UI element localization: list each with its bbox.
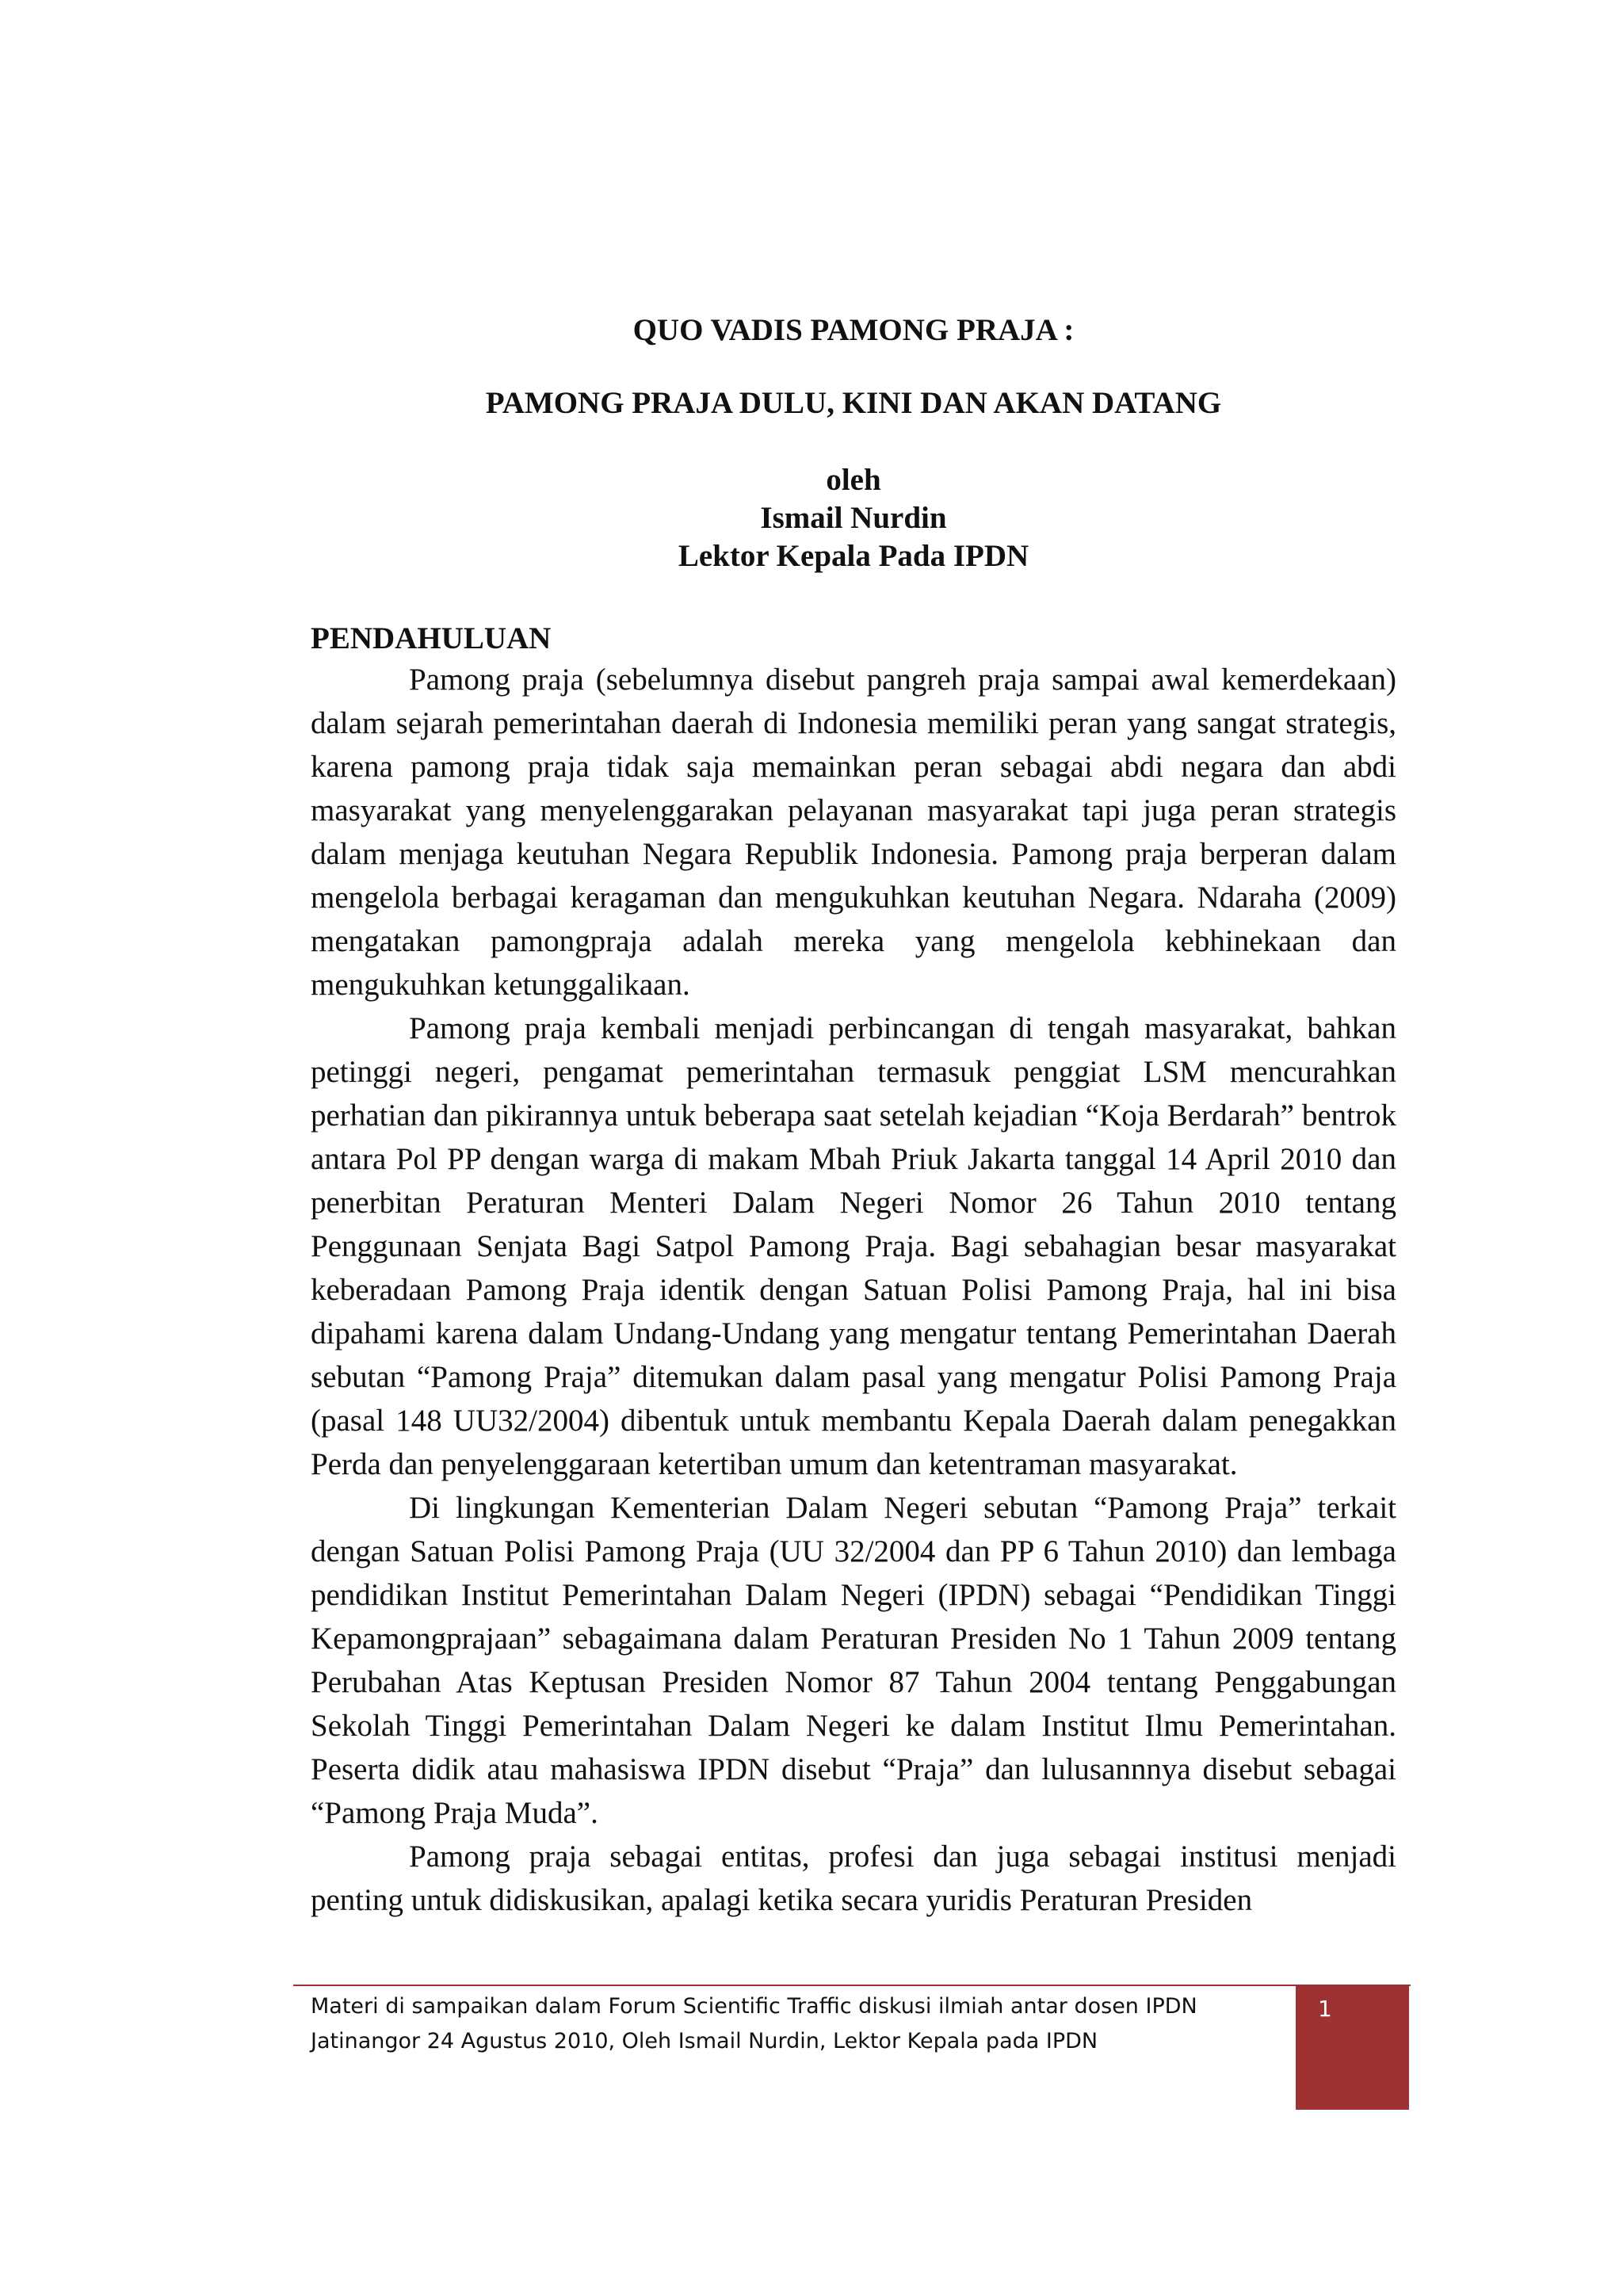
author-name: Ismail Nurdin bbox=[760, 501, 947, 535]
paragraph-1: Pamong praja (sebelumnya disebut pangreh praja sampai awal kemerdekaan) dalam sejarah pemerintahan daerah di Indonesia memiliki peran yang sangat strategis, karena pamong praja tidak saja memainkan peran sebagai abdi negara dan abdi masyarakat yang menyelenggarakan pelayanan masyarakat tapi juga peran strategis dalam menjaga keutuhan Negara Republik Indonesia. Pamong praja berperan dalam mengelola berbagai keragaman dan mengukuhkan keutuhan Negara. Ndaraha (2009) mengatakan pamongpraja adalah mereka yang mengelola kebhinekaan dan mengukuhkan ketunggalikaan. bbox=[311, 663, 1396, 1002]
paragraph-2: Pamong praja kembali menjadi perbincangan di tengah masyarakat, bahkan petinggi negeri, pengamat pemerintahan termasuk penggiat LSM mencurahkan perhatian dan pikirannya untuk beberapa saat setelah kejadian “Koja Berdarah” bentrok antara Pol PP dengan warga di makam Mbah Priuk Jakarta tanggal 14 April 2010 dan penerbitan Peraturan Menteri Dalam Negeri Nomor 26 Tahun 2010 tentang Penggunaan Senjata Bagi Satpol Pamong Praja. Bagi sebahagian besar masyarakat keberadaan Pamong Praja identik dengan Satuan Polisi Pamong Praja, hal ini bisa dipahami karena dalam Undang-Undang yang mengatur tentang Pemerintahan Daerah sebutan “Pamong Praja” ditemukan dalam pasal yang mengatur Polisi Pamong Praja (pasal 148 UU32/2004) dibentuk untuk membantu Kepala Daerah dalam penegakkan Perda dan penyelenggaraan ketertiban umum dan ketentraman masyarakat. bbox=[311, 1011, 1396, 1481]
footer-line-1: Materi di sampaikan dalam Forum Scientific Traffic diskusi ilmiah antar dosen IPDN bbox=[311, 1994, 1197, 2019]
footer-line-2: Jatinangor 24 Agustus 2010, Oleh Ismail Nurdin, Lektor Kepala pada IPDN bbox=[311, 2029, 1098, 2053]
by-label: oleh bbox=[826, 463, 881, 497]
footer-note bbox=[311, 1989, 1285, 2059]
footer-divider bbox=[293, 1985, 1411, 1986]
page-number-badge bbox=[1296, 1985, 1409, 2110]
paragraph-4: Pamong praja sebagai entitas, profesi dan juga sebagai institusi menjadi penting untuk didiskusikan, apalagi ketika secara yuridis Peraturan Presiden bbox=[311, 1839, 1396, 1917]
section-heading: PENDAHULUAN bbox=[311, 621, 552, 655]
title-block bbox=[311, 311, 1396, 575]
paragraph-3: Di lingkungan Kementerian Dalam Negeri sebutan “Pamong Praja” terkait dengan Satuan Polisi Pamong Praja (UU 32/2004 dan PP 6 Tahun 2010) dan lembaga pendidikan Institut Pemerintahan Dalam Negeri (IPDN) sebagai “Pendidikan Tinggi Kepamongprajaan” sebagaimana dalam Peraturan Presiden No 1 Tahun 2009 tentang Perubahan Atas Keptusan Presiden Nomor 87 Tahun 2004 tentang Penggabungan Sekolah Tinggi Pemerintahan Dalam Negeri ke dalam Institut Ilmu Pemerintahan. Peserta didik atau mahasiswa IPDN disebut “Praja” dan lulusannnya disebut sebagai “Pamong Praja Muda”. bbox=[311, 1491, 1396, 1830]
page-number: 1 bbox=[1318, 1996, 1332, 2022]
author-title: Lektor Kepala Pada IPDN bbox=[678, 539, 1029, 573]
document-title-line-2: PAMONG PRAJA DULU, KINI DAN AKAN DATANG bbox=[485, 386, 1222, 420]
document-body bbox=[311, 620, 1396, 1922]
document-title-line-1: QUO VADIS PAMONG PRAJA : bbox=[632, 313, 1075, 347]
